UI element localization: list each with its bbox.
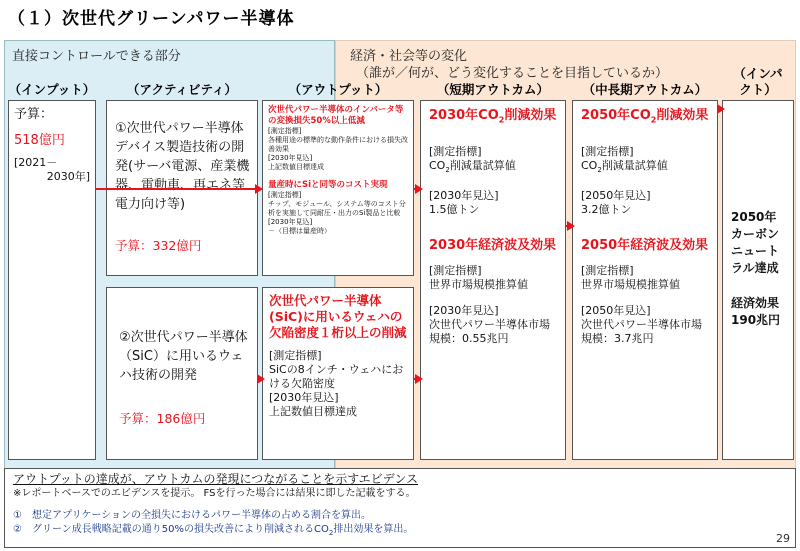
- short-co2-metric-b: 削減量試算値: [449, 158, 516, 172]
- short-outcome-box: [420, 100, 566, 460]
- left-section-heading: 直接コントロールできる部分: [12, 49, 181, 64]
- output-1-metric-2: チップ、モジュール、システム等のコスト分析を実施して同耐圧・出力のSi製品と比較: [268, 200, 406, 217]
- mid-co2-metric-a: CO: [581, 158, 598, 172]
- mid-co2-metric: [581, 159, 709, 177]
- input-budget-amount: 518億円: [14, 133, 65, 148]
- short-econ-forecast-label: [2030年見込]: [429, 303, 499, 317]
- right-section-heading-1: 経済・社会等の変化: [350, 49, 468, 64]
- output-1-forecast-label-2: [2030年見込]: [268, 218, 313, 226]
- mid-co2-heading: [581, 107, 709, 129]
- mid-econ-heading: 2050年経済波及効果: [581, 237, 709, 253]
- col-mid-outcome: （中長期アウトカム）: [582, 82, 708, 97]
- short-co2-heading: [429, 107, 557, 129]
- short-co2-heading-a: 2030年CO: [429, 108, 499, 123]
- mid-econ-metric: 世界市場規模推算値: [581, 277, 680, 291]
- page-title: （１）次世代グリーンパワー半導体: [8, 9, 295, 29]
- arrow-output1-to-short: [414, 188, 416, 190]
- short-econ-metric: 世界市場規模推算値: [429, 277, 528, 291]
- short-econ-metric-label: [測定指標]: [429, 263, 482, 277]
- mid-co2-heading-b: 削減効果: [656, 108, 709, 123]
- input-period-1: [2021－: [14, 156, 58, 169]
- activity-2-text: ②次世代パワー半導体（SiC）に用いるウェハ技術の開発: [119, 330, 248, 383]
- evidence-title: アウトプットの達成が、アウトカムの発現につながることを示すエビデンス: [13, 472, 419, 486]
- mid-co2-heading-sub: 2: [650, 115, 657, 125]
- evidence-box: [4, 468, 796, 548]
- evidence-note: ※レポートベースでのエビデンスを提示。 FSを行った場合には結果に即した記載をする。: [13, 488, 416, 499]
- page-number: 29: [776, 532, 790, 545]
- impact-economic: 経済効果 190兆円: [731, 296, 781, 327]
- input-box: [8, 100, 96, 460]
- output-2-forecast-label: [2030年見込]: [269, 391, 339, 404]
- output-2-box: [262, 287, 414, 460]
- input-budget-label: 予算：: [14, 107, 54, 122]
- mid-co2-metric-label: [測定指標]: [581, 144, 634, 158]
- output-1-forecast-2: －（目標は量産時）: [268, 227, 331, 235]
- mid-co2-heading-a: 2050年CO: [581, 108, 651, 123]
- mid-co2-metric-b: 削減量試算値: [601, 158, 668, 172]
- mid-outcome-box: [572, 100, 718, 460]
- col-short-outcome: （短期アウトカム）: [436, 82, 550, 97]
- output-2-heading: 次世代パワー半導体(SiC)に用いるウェハの欠陥密度１桁以上の削減: [269, 293, 407, 340]
- right-section-heading-2: （誰が／何が、どう変化することを目指しているか）: [356, 66, 669, 81]
- impact-carbon-neutral: 2050年カーボンニュートラル達成: [731, 210, 780, 275]
- col-activity: （アクティビティ）: [126, 82, 238, 97]
- col-impact: [722, 66, 794, 98]
- col-input: （インプット）: [8, 82, 96, 97]
- impact-box: [722, 100, 794, 460]
- output-2-metric-label: [測定指標]: [269, 349, 322, 362]
- evidence-item-1: ① 想定アプリケーションの全損失におけるパワー半導体の占める割合を算出。: [13, 510, 371, 521]
- short-co2-heading-b: 削減効果: [504, 108, 557, 123]
- output-1-metric: 各種用途の標準的な動作条件における損失改善効果: [268, 136, 408, 153]
- mid-co2-forecast: 3.2億トン: [581, 202, 632, 216]
- short-co2-metric-a: CO: [429, 158, 446, 172]
- mid-econ-metric-label: [測定指標]: [581, 263, 634, 277]
- arrow-short-to-mid: [566, 225, 568, 227]
- evidence-item-2-b: 排出効果を算出。: [333, 524, 414, 535]
- arrow-output2-to-short: [414, 378, 416, 380]
- short-co2-forecast-label: [2030年見込]: [429, 188, 499, 202]
- arrow-input-to-output1: [96, 188, 256, 190]
- short-econ-forecast: 次世代パワー半導体市場規模：0.55兆円: [429, 317, 550, 345]
- activity-2-budget: 予算：186億円: [119, 411, 206, 426]
- short-co2-metric-sub: 2: [445, 165, 450, 174]
- output-1-heading-2: 量産時にSiと同等のコスト実現: [268, 180, 388, 190]
- activity-1-budget: 予算：332億円: [115, 238, 202, 253]
- mid-co2-metric-sub: 2: [597, 165, 602, 174]
- short-econ-heading: 2030年経済波及効果: [429, 237, 557, 253]
- mid-co2-forecast-label: [2050年見込]: [581, 188, 651, 202]
- col-impact-line2: クト）: [739, 82, 777, 97]
- output-1-heading: 次世代パワー半導体のインバータ等の変換損失50%以上低減: [268, 105, 404, 126]
- short-co2-forecast: 1.5億トン: [429, 202, 480, 216]
- evidence-item-2-sub: 2: [328, 529, 334, 537]
- activity-2-box: [106, 287, 258, 460]
- col-impact-line1: （インパ: [733, 66, 783, 81]
- short-co2-metric-label: [測定指標]: [429, 144, 482, 158]
- evidence-item-2-a: ② グリーン成長戦略記載の通り50%の損失改善により削減されるCO: [13, 524, 329, 535]
- output-2-metric: SiCの8インチ・ウェハにおける欠陥密度: [269, 363, 404, 390]
- output-2-forecast: 上記数値目標達成: [269, 405, 357, 418]
- mid-econ-forecast-label: [2050年見込]: [581, 303, 651, 317]
- input-period-2: 2030年]: [46, 170, 90, 183]
- evidence-item-2: [13, 523, 787, 540]
- output-1-box: [262, 100, 414, 276]
- short-co2-metric: [429, 159, 557, 177]
- output-1-metric-label: [測定指標]: [268, 127, 302, 135]
- output-1-metric-label-2: [測定指標]: [268, 191, 302, 199]
- mid-econ-forecast: 次世代パワー半導体市場規模：3.7兆円: [581, 317, 702, 345]
- activity-1-text: ①次世代パワー半導体デバイス製造技術の開発(サーバ電源、産業機器、電動車、再エネ等電力向け等): [115, 121, 250, 212]
- output-1-forecast-label: [2030年見込]: [268, 154, 313, 162]
- output-1-forecast: 上記数値目標達成: [268, 163, 324, 171]
- col-output: （アウトプット）: [288, 82, 388, 97]
- short-co2-heading-sub: 2: [498, 115, 505, 125]
